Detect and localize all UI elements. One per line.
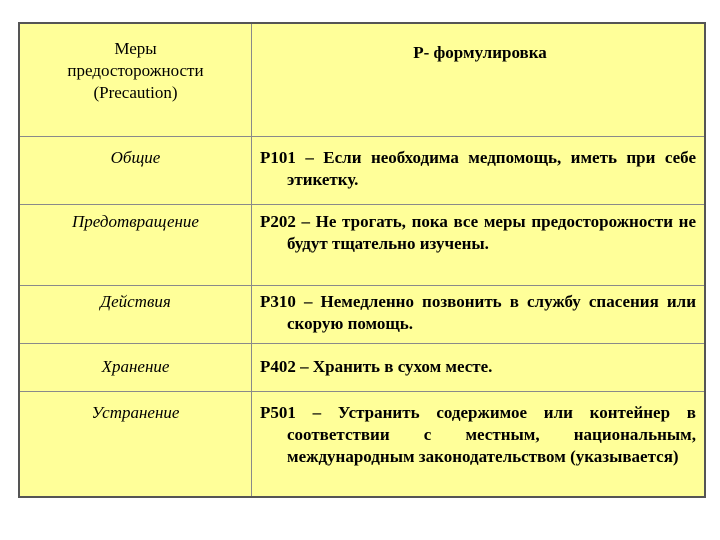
row-divider (20, 391, 704, 392)
row-statement: Р402 – Хранить в сухом месте. (260, 357, 493, 376)
row-category: Устранение (91, 403, 180, 422)
row-category: Хранение (101, 357, 170, 376)
row-statement: Р310 – Немедленно позвонить в службу спасения или скорую помощь. (260, 292, 696, 333)
header-p-statement: Р- формулировка (413, 43, 547, 62)
header-left-line: (Precaution) (93, 83, 178, 102)
row-statement: Р501 – Устранить содержимое или контейнер в соответствии с местным, национальным, международным законодательством (указывается) (260, 403, 696, 466)
row-divider (20, 343, 704, 344)
header-left-line: Меры (114, 39, 157, 58)
row-divider (20, 136, 704, 137)
row-statement: Р202 – Не трогать, пока все меры предосторожности не будут тщательно изучены. (260, 212, 696, 253)
row-divider (20, 285, 704, 286)
row-category: Общие (110, 148, 161, 167)
header-precautions (20, 38, 251, 104)
column-divider (251, 24, 252, 496)
row-divider (20, 204, 704, 205)
row-statement: Р101 – Если необходима медпомощь, иметь при себе этикетку. (260, 148, 696, 189)
row-category: Предотвращение (72, 212, 199, 231)
row-category: Действия (100, 292, 171, 311)
precaution-table (18, 22, 706, 498)
header-left-line: предосторожности (67, 61, 204, 80)
